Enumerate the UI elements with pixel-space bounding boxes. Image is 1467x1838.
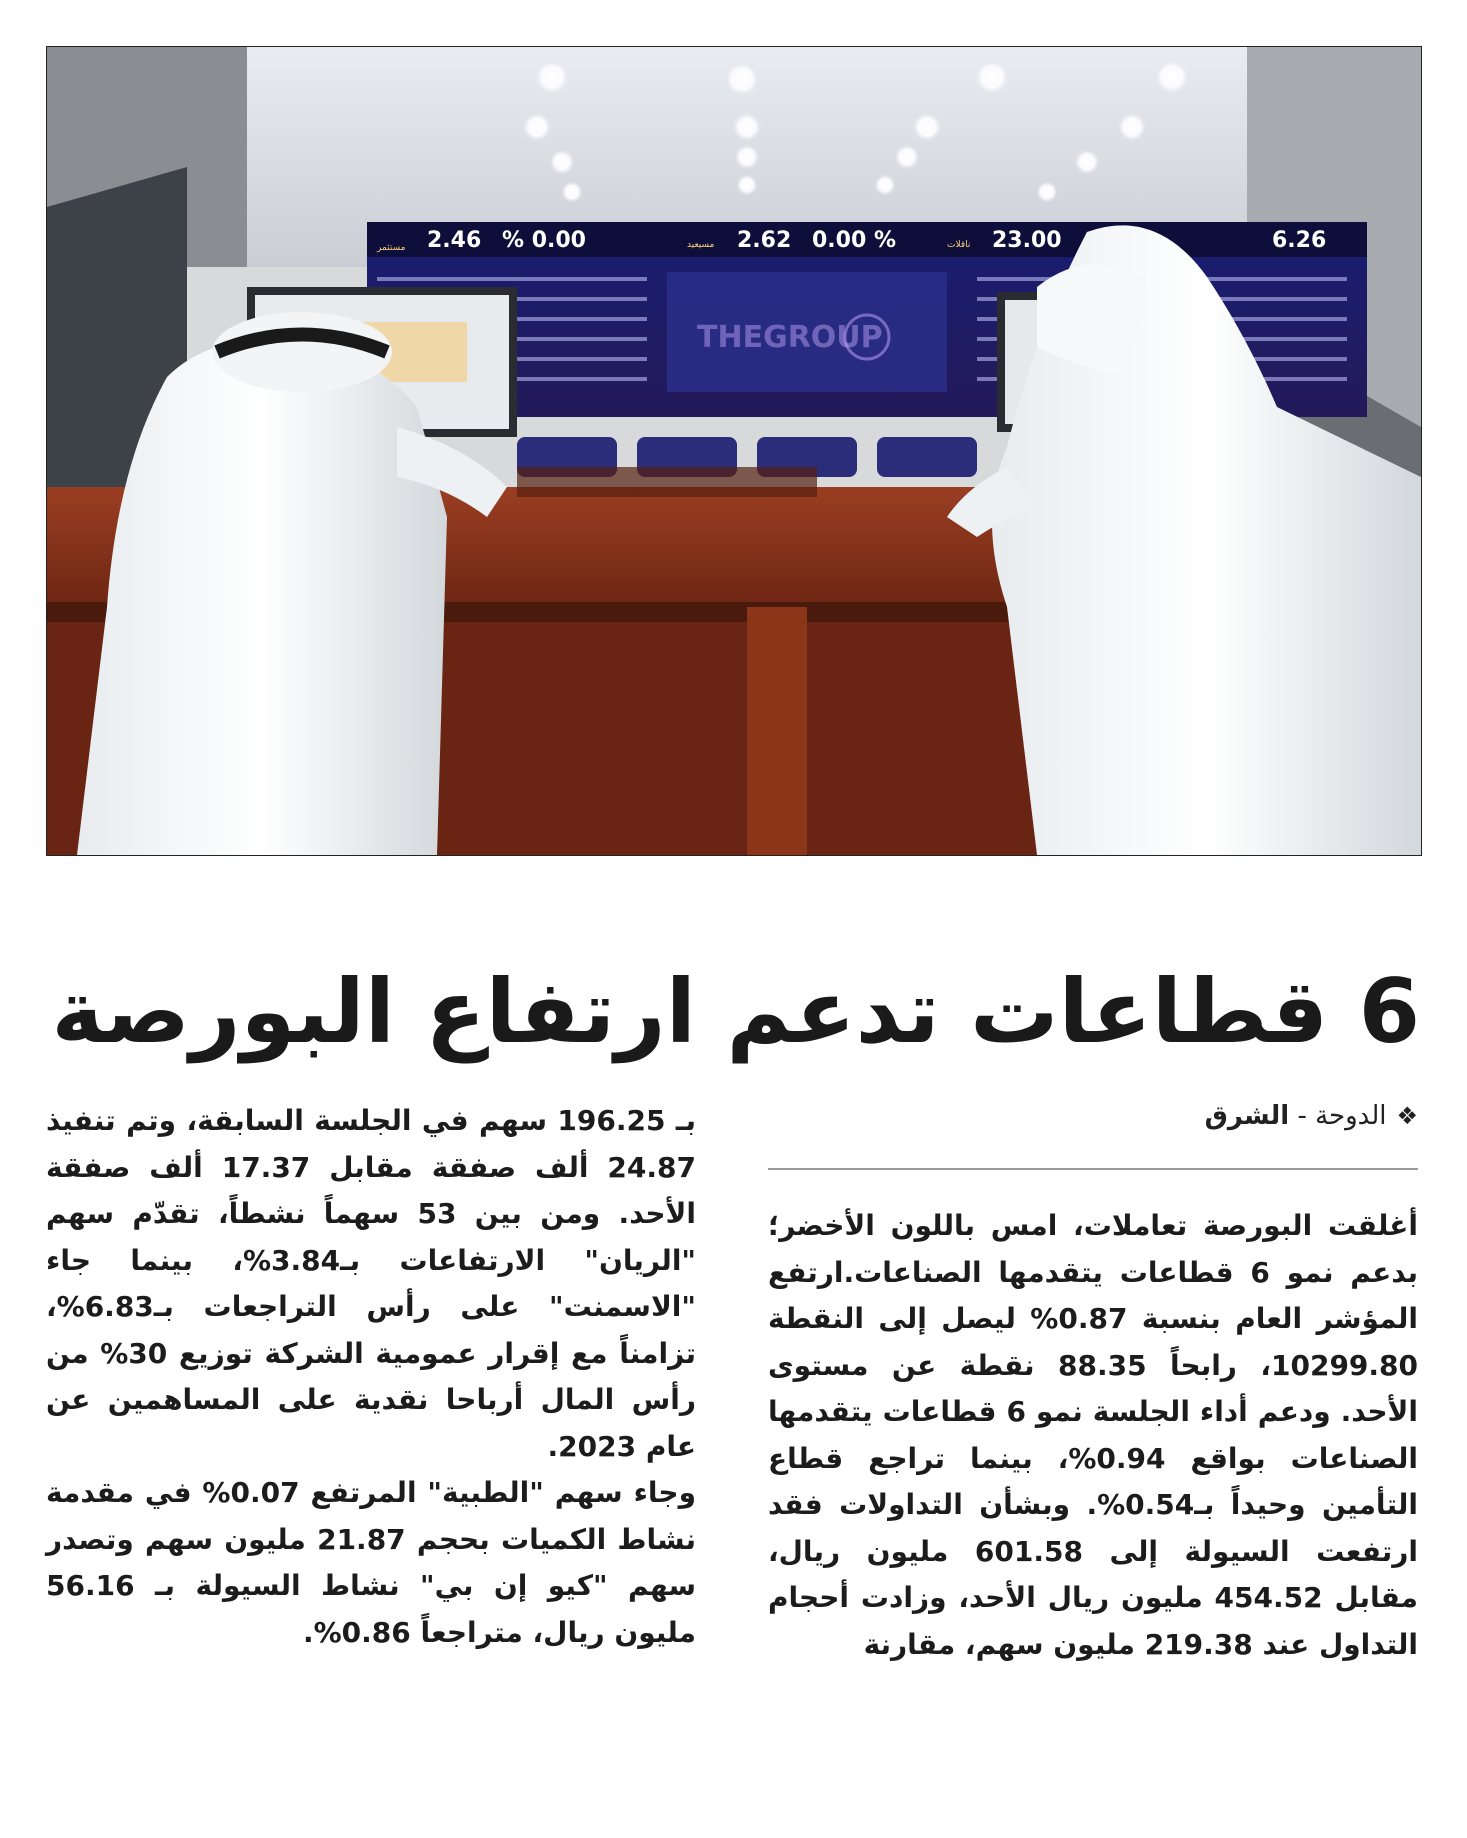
paragraph: أغلقت البورصة تعاملات، امس باللون الأخضر؛ بدعم نمو 6 قطاعات يتقدمها الصناعات.ارتفع المؤشر العام بنسبة 0.87% ليصل إلى النقطة 10299.80، رابحاً 88.35 نقطة عن مستوى الأحد. ودعم أداء الجلسة نمو 6 قطاعات يتقدمها الصناعات بواقع 0.94%، بينما تراجع قطاع التأمين وحيداً بـ0.54%. وبشأن التداولات فقد ارتفعت السيولة إلى 601.58 مليون ريال، مقابل 454.52 مليون ريال الأحد، وزادت أحجام التداول عند 219.38 مليون سهم، مقارنة — [768, 1209, 1419, 1661]
article-column-right — [768, 1203, 1418, 1668]
ticker-value: % 0.00 — [502, 228, 586, 253]
byline-divider — [768, 1168, 1418, 1170]
paragraph: بـ 196.25 سهم في الجلسة السابقة، وتم تنفيذ 24.87 ألف صفقة مقابل 17.37 ألف صفقة الأحد. ومن بين 53 سهماً نشطاً، تقدّم سهم "الريان" الارتفاعات بـ3.84%، بينما جاء "الاسمنت" على رأس التراجعات بـ6.83%، تزامناً مع إقرار عمومية الشركة توزيع 30% من رأس المال أرباحا نقدية على المساهمين عن عام 2023. — [46, 1104, 697, 1463]
byline-source: الشرق — [1204, 1101, 1290, 1131]
byline-place: الدوحة - — [1289, 1101, 1387, 1131]
byline — [768, 1096, 1418, 1136]
article-column-left — [46, 1098, 696, 1656]
ticker-watermark: THEGROUP — [697, 320, 883, 355]
ticker-value: 23.00 — [992, 228, 1062, 253]
ticker-value: 2.62 — [737, 228, 792, 253]
trading-floor-illustration — [47, 47, 1421, 855]
diamond-bullet-icon: ❖ — [1396, 1102, 1418, 1130]
ticker-value: 6.26 — [1272, 228, 1327, 253]
ticker-label: ناقلات — [947, 240, 971, 250]
ticker-value: 2.46 — [427, 228, 482, 253]
ticker-value: 0.00 % — [812, 228, 896, 253]
ticker-label: مستثمر — [377, 243, 406, 253]
article-photo — [46, 46, 1422, 856]
ticker-label: مسيعيد — [687, 240, 715, 250]
paragraph: وجاء سهم "الطبية" المرتفع 0.07% في مقدمة نشاط الكميات بحجم 21.87 مليون سهم وتصدر سهم "كيو إن بي" نشاط السيولة بـ 56.16 مليون ريال، متراجعاً 0.86%. — [46, 1476, 697, 1649]
headline: 6 قطاعات تدعم ارتفاع البورصة — [51, 959, 1420, 1063]
